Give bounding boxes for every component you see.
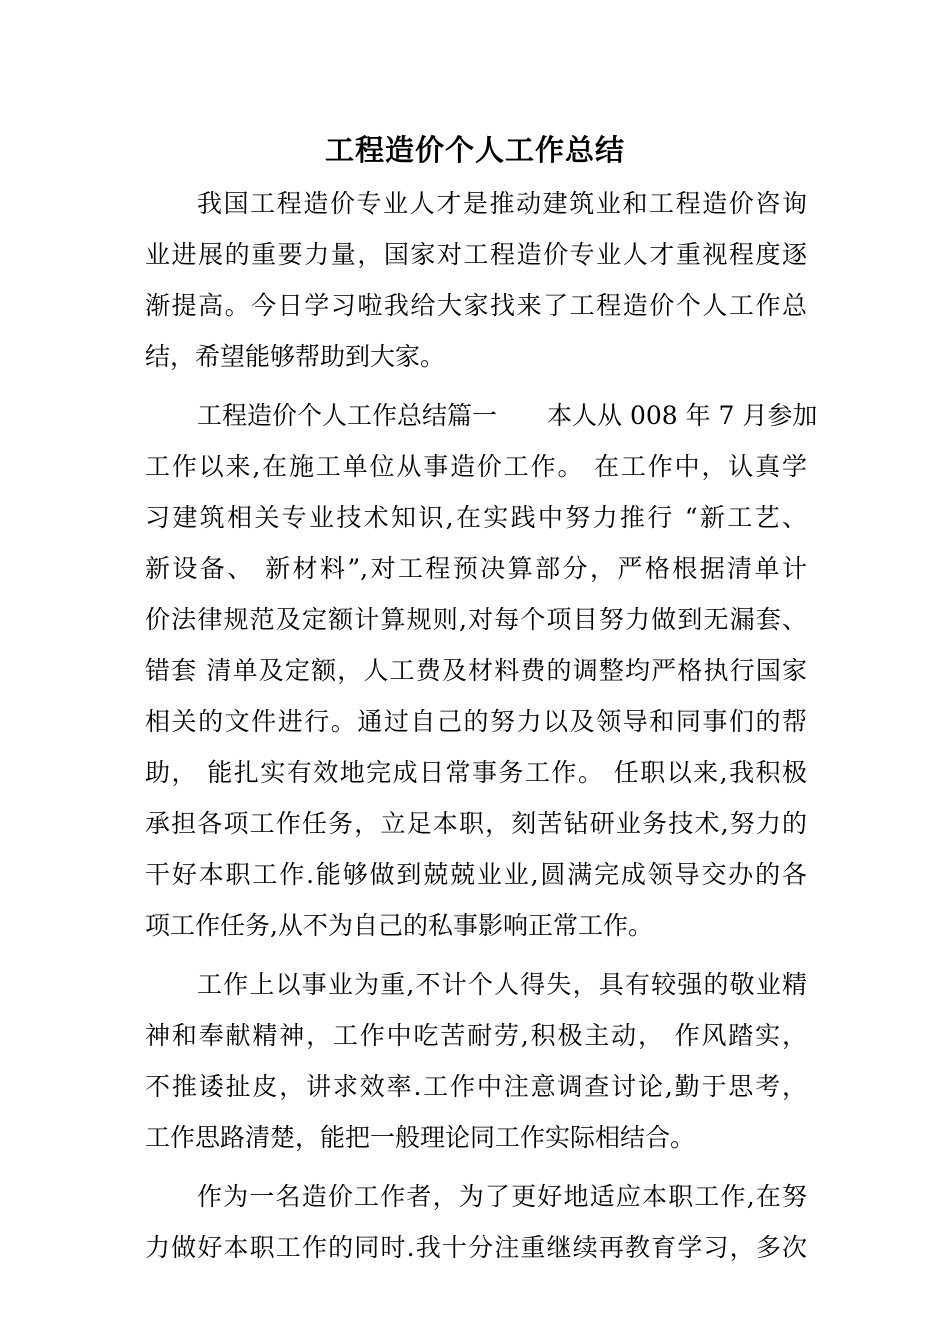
paragraph-1-line-2: 业进展的重要力量，国家对工程造价专业人才重视程度逐 — [145, 240, 807, 269]
paragraph-3-line-1: 工作上以事业为重,不计个人得失，具有较强的敬业精 — [197, 970, 807, 999]
paragraph-3-line-2: 神和奉献精神，工作中吃苦耐劳,积极主动， 作风踏实， — [145, 1021, 807, 1050]
paragraph-1-line-4: 结，希望能够帮助到大家。 — [145, 342, 446, 371]
paragraph-2-line-8: 助， 能扎实有效地完成日常事务工作。 任职以来,我积极 — [145, 758, 807, 787]
paragraph-1-line-3: 渐提高。今日学习啦我给大家找来了工程造价个人工作总 — [145, 291, 807, 320]
paragraph-2-line-11: 项工作任务,从不为自己的私事影响正常工作。 — [145, 911, 653, 940]
paragraph-2-line-9: 承担各项工作任务，立足本职，刻苦钻研业务技术,努力的 — [145, 809, 807, 838]
document-title: 工程造价个人工作总结 — [324, 133, 625, 167]
paragraph-1-line-1: 我国工程造价专业人才是推动建筑业和工程造价咨询 — [197, 189, 807, 218]
paragraph-4-line-1: 作为一名造价工作者，为了更好地适应本职工作,在努 — [197, 1182, 807, 1211]
paragraph-2-line-6: 错套 清单及定额，人工费及材料费的调整均严格执行国家 — [145, 656, 807, 685]
paragraph-gap — [145, 1163, 807, 1171]
paragraph-2-line-2: 工作以来,在施工单位从事造价工作。 在工作中，认真学 — [145, 452, 807, 481]
paragraph-4-line-2: 力做好本职工作的同时.我十分注重继续再教育学习，多次 — [145, 1233, 807, 1262]
paragraph-gap — [145, 382, 807, 390]
paragraph-2-line-1: 工程造价个人工作总结篇一 本人从 008 年 7 月参加 — [197, 401, 818, 430]
paragraph-2-line-7: 相关的文件进行。通过自己的努力以及领导和同事们的帮 — [145, 707, 807, 736]
paragraph-gap — [145, 951, 807, 959]
paragraph-2-line-10: 干好本职工作.能够做到兢兢业业,圆满完成领导交办的各 — [145, 860, 807, 889]
paragraph-2-line-4: 新设备、 新材料”,对工程预决算部分，严格根据清单计 — [145, 554, 807, 583]
document-body — [145, 178, 818, 1273]
paragraph-3-line-3: 不推诿扯皮，讲求效率.工作中注意调查讨论,勤于思考， — [145, 1072, 807, 1101]
paragraph-2-line-5: 价法律规范及定额计算规则,对每个项目努力做到无漏套、 — [145, 605, 807, 634]
paragraph-2-line-3: 习建筑相关专业技术知识,在实践中努力推行 “新工艺、 — [145, 503, 807, 532]
paragraph-3-line-4: 工作思路清楚，能把一般理论同工作实际相结合。 — [145, 1123, 696, 1152]
